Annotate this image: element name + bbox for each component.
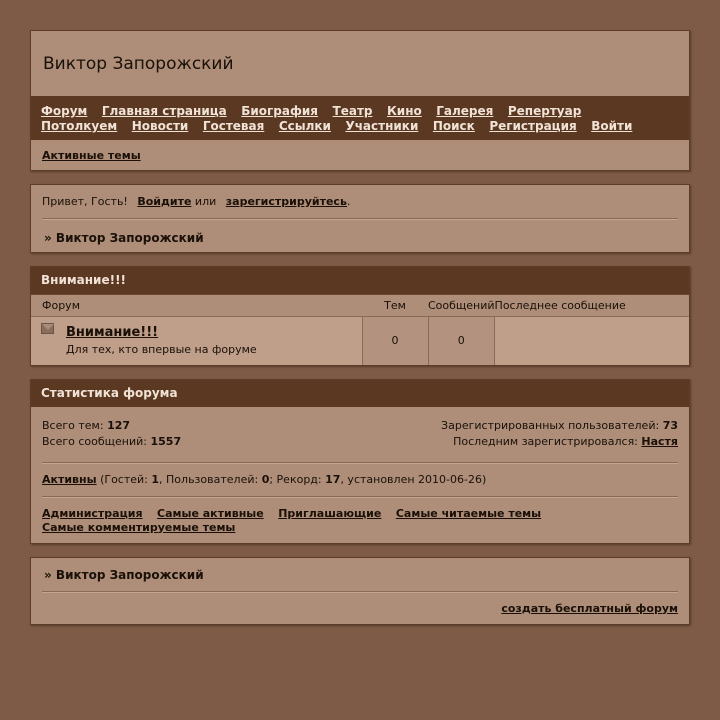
guests-value: 1 xyxy=(151,472,160,486)
nav-gallery[interactable]: Галерея xyxy=(436,104,494,118)
login-link[interactable]: Войдите xyxy=(137,195,192,208)
stats-row-2 xyxy=(42,434,678,450)
category-title: Внимание!!! xyxy=(31,267,689,294)
footer-box xyxy=(30,557,690,625)
nav-chat[interactable]: Потолкуем xyxy=(41,119,118,133)
envelope-icon xyxy=(41,323,54,334)
forum-topics-count: 0 xyxy=(362,317,428,365)
header-box xyxy=(30,30,690,171)
create-forum-link[interactable]: создать бесплатный форум xyxy=(501,601,678,615)
total-posts xyxy=(42,434,181,450)
nav-members[interactable]: Участники xyxy=(345,119,419,133)
registered-label: Зарегистрированных пользователей: xyxy=(441,418,660,432)
register-link[interactable]: зарегистрируйтесь xyxy=(225,195,347,208)
nav-register[interactable]: Регистрация xyxy=(489,119,577,133)
greeting-or: или xyxy=(194,195,217,208)
stats-title: Статистика форума xyxy=(31,380,689,407)
total-topics xyxy=(42,418,130,434)
breadcrumb: » Виктор Запорожский xyxy=(44,231,204,245)
main-nav xyxy=(31,96,689,140)
most-commented-topics-link[interactable]: Самые комментируемые темы xyxy=(42,520,236,534)
forum-description: Для тех, кто впервые на форуме xyxy=(66,343,257,357)
active-topics-link[interactable]: Активные темы xyxy=(42,149,141,162)
nav-theatre[interactable]: Театр xyxy=(332,104,373,118)
users-label: , Пользователей: xyxy=(159,472,262,486)
last-registered-label: Последним зарегистрировался: xyxy=(453,434,638,448)
total-topics-value: 127 xyxy=(107,418,131,432)
forum-last-post xyxy=(495,317,689,365)
forum-row xyxy=(31,317,689,365)
record-label: ; Рекорд: xyxy=(269,472,326,486)
guests-label: (Гостей: xyxy=(96,472,152,486)
last-registered-user-link[interactable]: Настя xyxy=(641,434,678,448)
most-active-link[interactable]: Самые активные xyxy=(157,506,264,520)
col-topics: Тем xyxy=(362,295,428,317)
stats-body xyxy=(31,407,689,543)
nav-links[interactable]: Ссылки xyxy=(278,119,331,133)
forum-table-header xyxy=(31,295,689,317)
total-topics-label: Всего тем: xyxy=(42,418,104,432)
greeting-box xyxy=(30,184,690,253)
total-posts-value: 1557 xyxy=(150,434,182,448)
footer-breadcrumb: » Виктор Запорожский xyxy=(44,567,204,582)
forum-title-link[interactable]: Внимание!!! xyxy=(66,325,159,341)
registered-users xyxy=(441,418,678,434)
stats-row-1 xyxy=(42,418,678,434)
stats-box xyxy=(30,379,690,544)
record-value: 17 xyxy=(325,472,341,486)
users-value: 0 xyxy=(261,472,270,486)
nav-news[interactable]: Новости xyxy=(131,119,189,133)
nav-cinema[interactable]: Кино xyxy=(386,104,422,118)
nav-biography[interactable]: Биография xyxy=(241,104,319,118)
registered-value: 73 xyxy=(662,418,678,432)
nav-repertoire[interactable]: Репертуар xyxy=(507,104,582,118)
footer-right xyxy=(42,593,678,615)
col-posts: Сообщений xyxy=(428,295,495,317)
admin-link[interactable]: Администрация xyxy=(42,506,143,520)
category-box xyxy=(30,266,690,366)
sub-nav xyxy=(31,140,689,170)
record-date: , установлен 2010-06-26) xyxy=(340,472,487,486)
greeting-period: . xyxy=(346,195,351,208)
greeting-line xyxy=(42,195,678,218)
nav-home[interactable]: Главная страница xyxy=(101,104,227,118)
col-last-post: Последнее сообщение xyxy=(495,295,689,317)
nav-login[interactable]: Войти xyxy=(591,119,633,133)
forum-info xyxy=(31,325,362,356)
nav-forum[interactable]: Форум xyxy=(41,104,88,118)
stats-totals xyxy=(42,418,678,462)
total-posts-label: Всего сообщений: xyxy=(42,434,147,448)
forum-table xyxy=(31,294,689,365)
site-title: Виктор Запорожский xyxy=(43,54,234,74)
greeting-text: Привет, Гость! xyxy=(42,195,128,208)
inviters-link[interactable]: Приглашающие xyxy=(278,506,382,520)
online-link[interactable]: Активны xyxy=(42,472,97,486)
forum-posts-count: 0 xyxy=(428,317,495,365)
nav-search[interactable]: Поиск xyxy=(432,119,475,133)
last-registered xyxy=(453,434,678,450)
online-info xyxy=(42,464,678,496)
stats-links xyxy=(42,498,678,535)
col-forum: Форум xyxy=(31,295,362,317)
forum-cell xyxy=(31,317,362,365)
most-read-topics-link[interactable]: Самые читаемые темы xyxy=(395,506,542,520)
nav-guestbook[interactable]: Гостевая xyxy=(202,119,265,133)
